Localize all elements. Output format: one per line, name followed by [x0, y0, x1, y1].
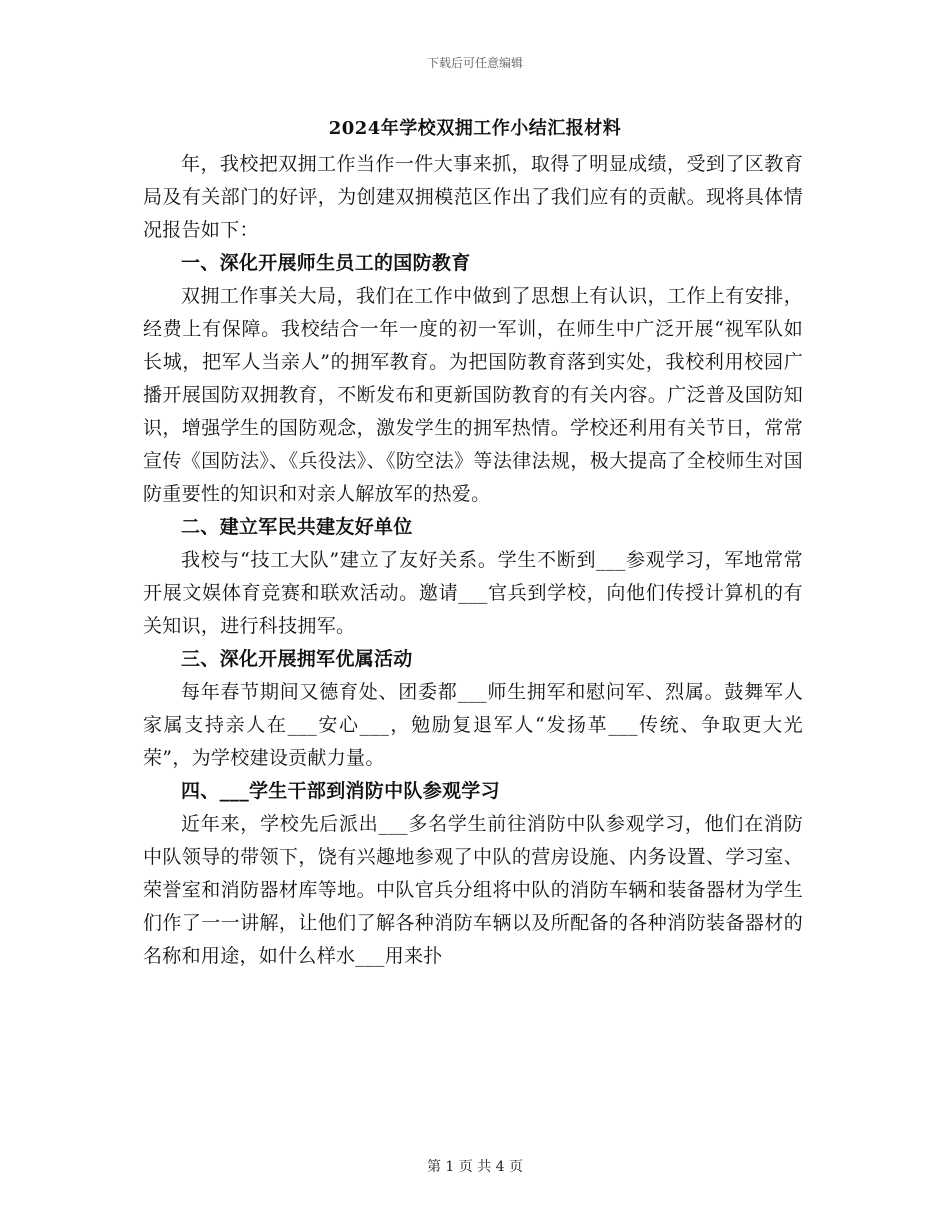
section-body-1: 双拥工作事关大局，我们在工作中做到了思想上有认识，工作上有安排，经费上有保障。我校结合一年一度的初一军训，在师生中广泛开展“视军队如长城，把军人当亲人”的拥军教育。为把国防教育落到实处，我校利用校园广播开展国防双拥教育，不断发布和更新国防教育的有关内容。广泛普及国防知识，增强学生的国防观念，激发学生的拥军热情。学校还利用有关节日，常常宣传《国防法》、《兵役法》、《防空法》等法律法规，极大提高了全校师生对国防重要性的知识和对亲人解放军的热爱。	[143, 285, 803, 505]
intro-paragraph: 年，我校把双拥工作当作一件大事来抓，取得了明显成绩，受到了区教育局及有关部门的好评，为创建双拥模范区作出了我们应有的贡献。现将具体情况报告如下：	[143, 153, 803, 241]
section-heading-1: 一、深化开展师生员工的国防教育	[181, 252, 471, 274]
section-body-2: 我校与“技工大队”建立了友好关系。学生不断到___参观学习，军地常常开展文娱体育竞赛和联欢活动。邀请___官兵到学校，向他们传授计算机的有关知识，进行科技拥军。	[143, 549, 803, 637]
document-body	[143, 148, 803, 973]
section-heading-4: 四、___学生干部到消防中队参观学习	[181, 780, 500, 802]
section-heading-3: 三、深化开展拥军优属活动	[181, 648, 413, 670]
header-note: 下载后可任意编辑	[426, 56, 523, 70]
section-body-3: 每年春节期间又德育处、团委都___师生拥军和慰问军、烈属。鼓舞军人家属支持亲人在___安心___，勉励复退军人“发扬革___传统、争取更大光荣”，为学校建设贡献力量。	[143, 681, 803, 769]
section-body-4: 近年来，学校先后派出___多名学生前往消防中队参观学习，他们在消防中队领导的带领下，饶有兴趣地参观了中队的营房设施、内务设置、学习室、荣誉室和消防器材库等地。中队官兵分组将中队的消防车辆和装备器材为学生们作了一一讲解，让他们了解各种消防车辆以及所配备的各种消防装备器材的名称和用途，如什么样水___用来扑	[143, 813, 803, 967]
document-title: 2024年学校双拥工作小结汇报材料	[328, 118, 622, 139]
section-heading-2: 二、建立军民共建友好单位	[181, 516, 413, 538]
page-footer: 第 1 页 共 4 页	[426, 1159, 524, 1175]
